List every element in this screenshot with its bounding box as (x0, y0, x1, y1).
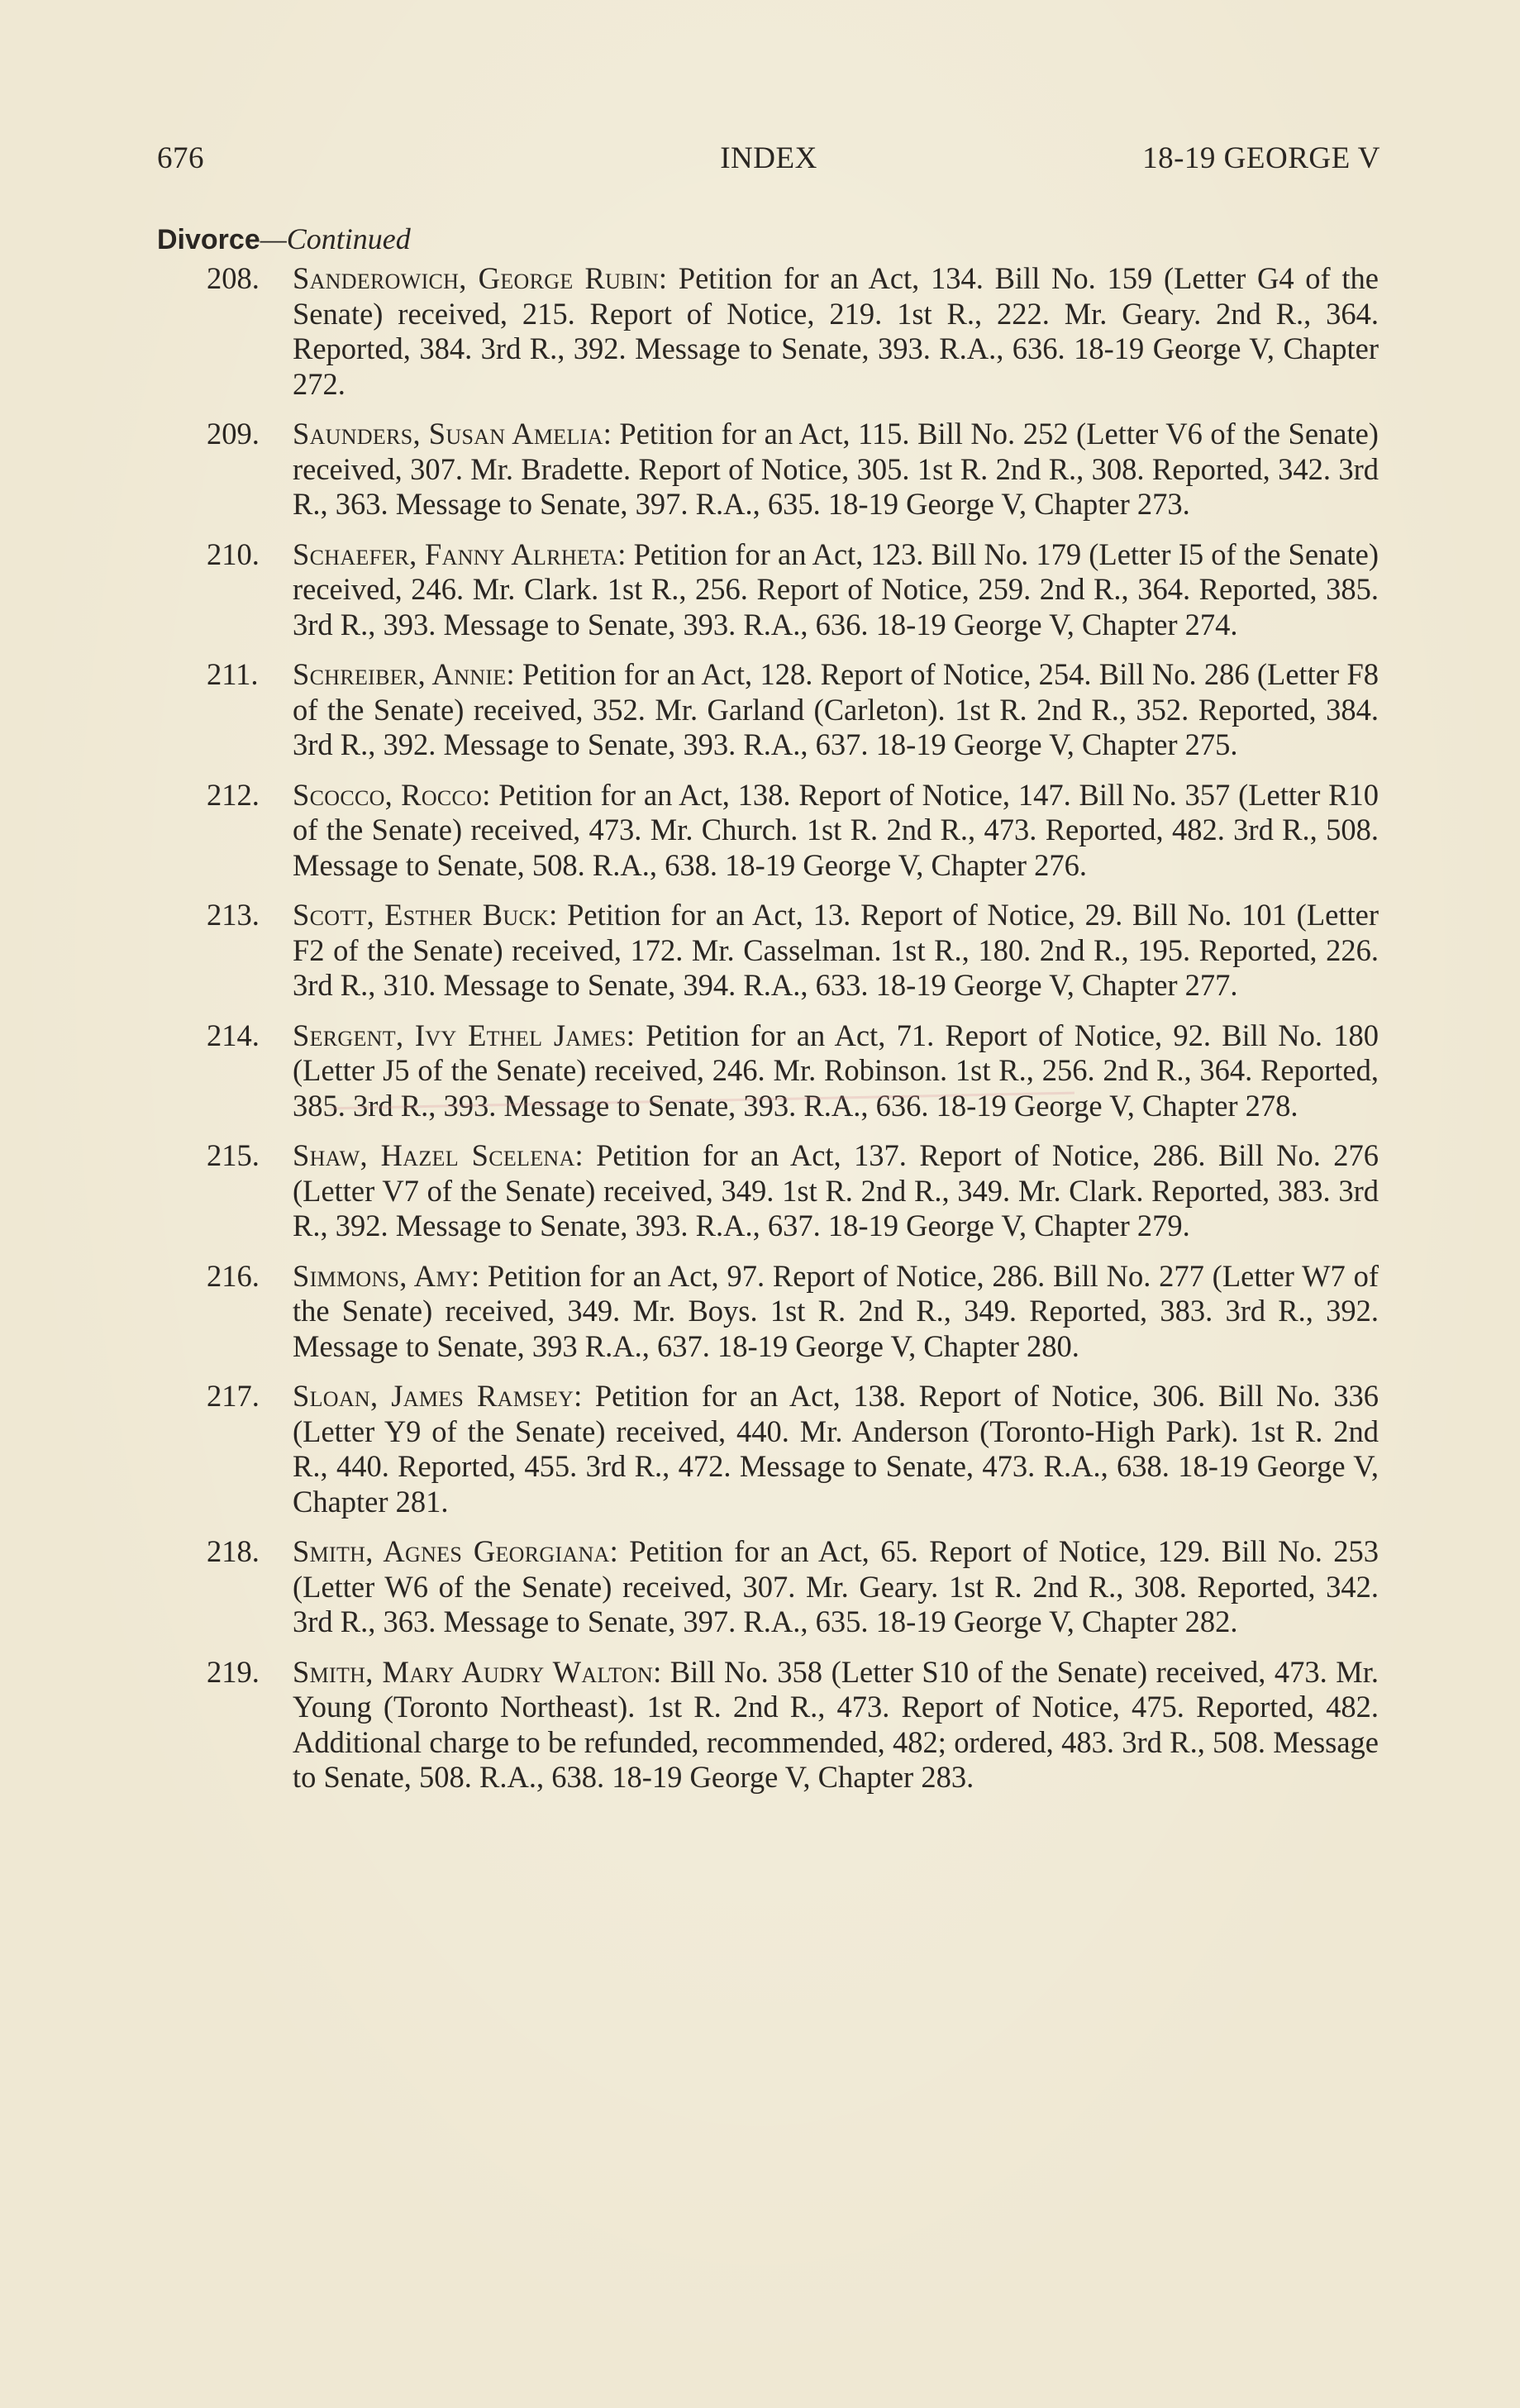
entry-body (293, 1138, 1379, 1242)
entry-name: Smith, Agnes Georgiana (293, 1534, 610, 1568)
entry-text: Petition for an Act, 138. Report of Notice, 306. Bill No. 336 (Letter Y9 of the Senate) received, 440. Mr. Anderson (Toronto-High Park). 1st R. 2nd R., 440. Reported, 455. 3rd R., 472. Message to Senate, 473. R.A., 638. 18-19 George V, Chapter 281. (293, 1379, 1379, 1519)
entry-separator: : (653, 1654, 670, 1689)
index-entry (207, 657, 1379, 763)
index-entries (207, 261, 1379, 1810)
entry-body (293, 1534, 1379, 1638)
entry-number: 215. (207, 1138, 260, 1172)
index-entry (207, 261, 1379, 402)
section-continued: —Continued (260, 222, 411, 255)
entry-name: Simmons, Amy (293, 1258, 471, 1293)
entry-body (293, 778, 1379, 882)
entry-number: 209. (207, 417, 260, 451)
index-entry (207, 778, 1379, 884)
entry-name: Schaefer, Fanny Alrheta (293, 536, 618, 571)
index-entry (207, 1534, 1379, 1640)
page-title: INDEX (720, 141, 817, 175)
page-header (157, 141, 1380, 182)
entry-separator: : (549, 898, 568, 932)
entry-number: 218. (207, 1534, 260, 1568)
entry-number: 216. (207, 1258, 260, 1293)
entry-number: 212. (207, 777, 260, 812)
page-number: 676 (157, 141, 204, 175)
entry-text: Petition for an Act, 128. Report of Notice, 254. Bill No. 286 (Letter F8 of the Senate) received, 352. Mr. Garland (Carleton). 1st R. 2nd R., 352. Reported, 384. 3rd R., 392. Message to Senate, 393. R.A., 637. 18-19 George V, Chapter 275. (293, 657, 1379, 761)
entry-body (293, 417, 1379, 521)
index-entry (207, 1138, 1379, 1244)
index-entry (207, 1379, 1379, 1519)
entry-text: Petition for an Act, 137. Report of Notice, 286. Bill No. 276 (Letter V7 of the Senate) received, 349. 1st R. 2nd R., 349. Mr. Clark. Reported, 383. 3rd R., 392. Message to Senate, 393. R.A., 637. 18-19 George V, Chapter 279. (293, 1138, 1379, 1242)
entry-name: Sanderowich, George Rubin (293, 261, 659, 295)
entry-body (293, 1379, 1379, 1519)
entry-name: Scocco, Rocco (293, 777, 483, 812)
index-entry (207, 537, 1379, 643)
entry-number: 217. (207, 1379, 260, 1413)
section-heading (157, 222, 411, 256)
entry-text: Petition for an Act, 13. Report of Notice, 29. Bill No. 101 (Letter F2 of the Senate) received, 172. Mr. Casselman. 1st R., 180. 2nd R., 195. Reported, 226. 3rd R., 310. Message to Senate, 394. R.A., 633. 18-19 George V, Chapter 277. (293, 898, 1379, 1002)
entry-text: Petition for an Act, 115. Bill No. 252 (Letter V6 of the Senate) received, 307. Mr. Bradette. Report of Notice, 305. 1st R. 2nd R., 308. Reported, 342. 3rd R., 363. Message to Senate, 397. R.A., 635. 18-19 George V, Chapter 273. (293, 417, 1379, 521)
running-head: 18-19 GEORGE V (1142, 141, 1380, 175)
entry-body (293, 537, 1379, 641)
entry-name: Sergent, Ivy Ethel James (293, 1018, 627, 1052)
entry-text: Petition for an Act, 65. Report of Notice, 129. Bill No. 253 (Letter W6 of the Senate) received, 307. Mr. Geary. 1st R. 2nd R., 308. Reported, 342. 3rd R., 363. Message to Senate, 397. R.A., 635. 18-19 George V, Chapter 282. (293, 1534, 1379, 1638)
entry-separator: : (658, 261, 679, 295)
entry-text: Bill No. 358 (Letter S10 of the Senate) received, 473. Mr. Young (Toronto Northeast). 1st R. 2nd R., 473. Report of Notice, 475. Reported, 482. Additional charge to be refunded, recommended, 482; ordered, 483. 3rd R., 508. Message to Senate, 508. R.A., 638. 18-19 George V, Chapter 283. (293, 1654, 1379, 1794)
entry-name: Scott, Esther Buck (293, 898, 550, 932)
entry-body (293, 898, 1379, 1002)
entry-name: Smith, Mary Audry Walton (293, 1654, 654, 1689)
index-entry (207, 417, 1379, 522)
entry-body (293, 1655, 1379, 1795)
entry-text: Petition for an Act, 134. Bill No. 159 (Letter G4 of the Senate) received, 215. Report of Notice, 219. 1st R., 222. Mr. Geary. 2nd R., 364. Reported, 384. 3rd R., 392. Message to Senate, 393. R.A., 636. 18-19 George V, Chapter 272. (293, 261, 1379, 401)
entry-text: Petition for an Act, 97. Report of Notice, 286. Bill No. 277 (Letter W7 of the Senate) received, 349. Mr. Boys. 1st R. 2nd R., 349. Reported, 383. 3rd R., 392. Message to Senate, 393 R.A., 637. 18-19 George V, Chapter 280. (293, 1258, 1379, 1363)
entry-separator: : (617, 536, 634, 571)
entry-number: 214. (207, 1018, 260, 1052)
entry-number: 213. (207, 898, 260, 932)
entry-name: Sloan, James Ramsey (293, 1379, 574, 1413)
index-entry (207, 898, 1379, 1004)
entry-number: 219. (207, 1654, 260, 1689)
entry-text: Petition for an Act, 138. Report of Notice, 147. Bill No. 357 (Letter R10 of the Senate) received, 473. Mr. Church. 1st R. 2nd R., 473. Reported, 482. 3rd R., 508. Message to Senate, 508. R.A., 638. 18-19 George V, Chapter 276. (293, 777, 1379, 882)
entry-body (293, 1259, 1379, 1363)
entry-body (293, 261, 1379, 401)
entry-separator: : (603, 417, 620, 451)
entry-separator: : (574, 1138, 597, 1172)
entry-body (293, 657, 1379, 761)
entry-number: 210. (207, 536, 260, 571)
entry-separator: : (482, 777, 499, 812)
entry-text: Petition for an Act, 71. Report of Notice, 92. Bill No. 180 (Letter J5 of the Senate) received, 246. Mr. Robinson. 1st R., 256. 2nd R., 364. Reported, 385. 3rd R., 393. Message to Senate, 393. R.A., 636. 18-19 George V, Chapter 278. (293, 1018, 1379, 1123)
entry-name: Saunders, Susan Amelia (293, 417, 603, 451)
entry-number: 211. (207, 657, 259, 691)
entry-separator: : (609, 1534, 630, 1568)
entry-separator: : (506, 657, 522, 691)
entry-separator: : (574, 1379, 595, 1413)
section-name: Divorce (157, 224, 260, 255)
entry-name: Shaw, Hazel Scelena (293, 1138, 575, 1172)
entry-separator: : (626, 1018, 646, 1052)
entry-separator: : (470, 1258, 488, 1293)
index-entry (207, 1655, 1379, 1795)
entry-name: Schreiber, Annie (293, 657, 507, 691)
index-entry (207, 1259, 1379, 1365)
entry-text: Petition for an Act, 123. Bill No. 179 (Letter I5 of the Senate) received, 246. Mr. Clark. 1st R., 256. Report of Notice, 259. 2nd R., 364. Reported, 385. 3rd R., 393. Message to Senate, 393. R.A., 636. 18-19 George V, Chapter 274. (293, 536, 1379, 641)
entry-number: 208. (207, 261, 260, 295)
